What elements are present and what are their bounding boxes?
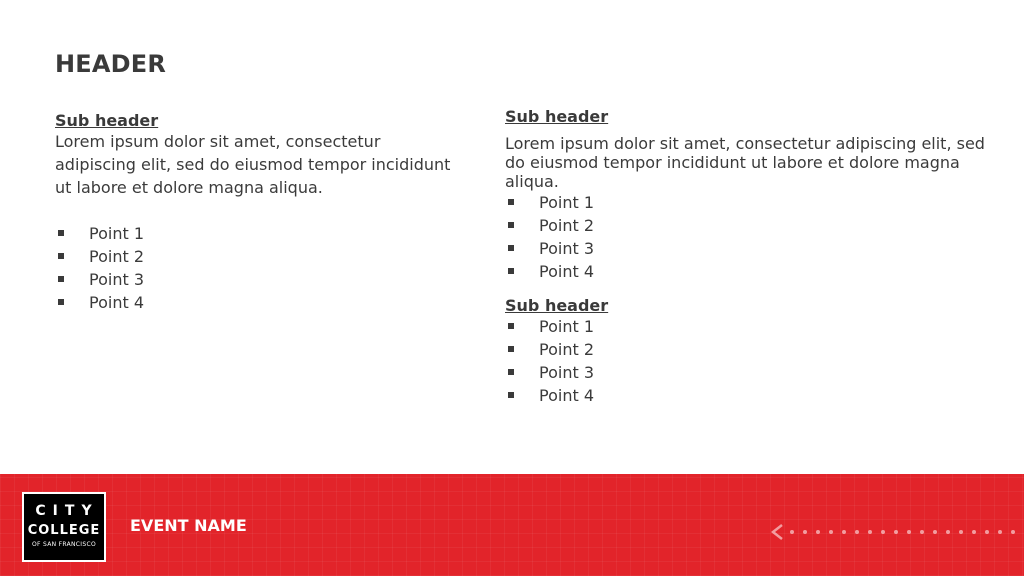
square-bullet-icon xyxy=(508,392,514,398)
logo-line-college: COLLEGE xyxy=(27,523,101,538)
list-item: Point 1 xyxy=(505,315,995,338)
list-item: Point 1 xyxy=(505,191,995,214)
footer-bar xyxy=(0,474,1024,576)
event-name: EVENT NAME xyxy=(130,516,247,535)
logo-line-city: CITY xyxy=(35,503,99,519)
square-bullet-icon xyxy=(508,268,514,274)
square-bullet-icon xyxy=(508,199,514,205)
square-bullet-icon xyxy=(508,346,514,352)
right-subheader-2: Sub header xyxy=(505,296,609,315)
dotted-arrow-left-icon xyxy=(768,522,1024,542)
square-bullet-icon xyxy=(508,323,514,329)
square-bullet-icon xyxy=(58,253,64,259)
right-paragraph: Lorem ipsum dolor sit amet, consectetur adipiscing elit, sed do eiusmod tempor incididunt ut labore et dolore magna aliqua. xyxy=(505,134,985,191)
left-paragraph: Lorem ipsum dolor sit amet, consectetur adipiscing elit, sed do eiusmod tempor incididunt ut labore et dolore magna aliqua. xyxy=(55,132,451,197)
right-column xyxy=(505,107,995,407)
square-bullet-icon xyxy=(58,230,64,236)
list-item: Point 3 xyxy=(505,237,995,260)
list-item: Point 1 xyxy=(55,222,455,245)
logo-line-sf: OF SAN FRANCISCO xyxy=(32,541,96,548)
right-bullet-list-2 xyxy=(505,315,995,407)
list-item: Point 2 xyxy=(505,214,995,237)
list-item: Point 4 xyxy=(505,260,995,283)
list-item: Point 2 xyxy=(505,338,995,361)
square-bullet-icon xyxy=(508,245,514,251)
list-item: Point 3 xyxy=(55,268,455,291)
square-bullet-icon xyxy=(508,222,514,228)
list-item: Point 3 xyxy=(505,361,995,384)
page-title: HEADER xyxy=(55,50,167,78)
list-item: Point 2 xyxy=(55,245,455,268)
list-item: Point 4 xyxy=(55,291,455,314)
square-bullet-icon xyxy=(508,369,514,375)
right-bullet-list-1 xyxy=(505,191,995,283)
list-item: Point 4 xyxy=(505,384,995,407)
right-subheader-1: Sub header xyxy=(505,107,609,126)
left-column xyxy=(55,111,455,314)
city-college-logo xyxy=(22,492,106,562)
square-bullet-icon xyxy=(58,276,64,282)
left-subheader: Sub header xyxy=(55,111,159,130)
square-bullet-icon xyxy=(58,299,64,305)
left-bullet-list xyxy=(55,222,455,314)
